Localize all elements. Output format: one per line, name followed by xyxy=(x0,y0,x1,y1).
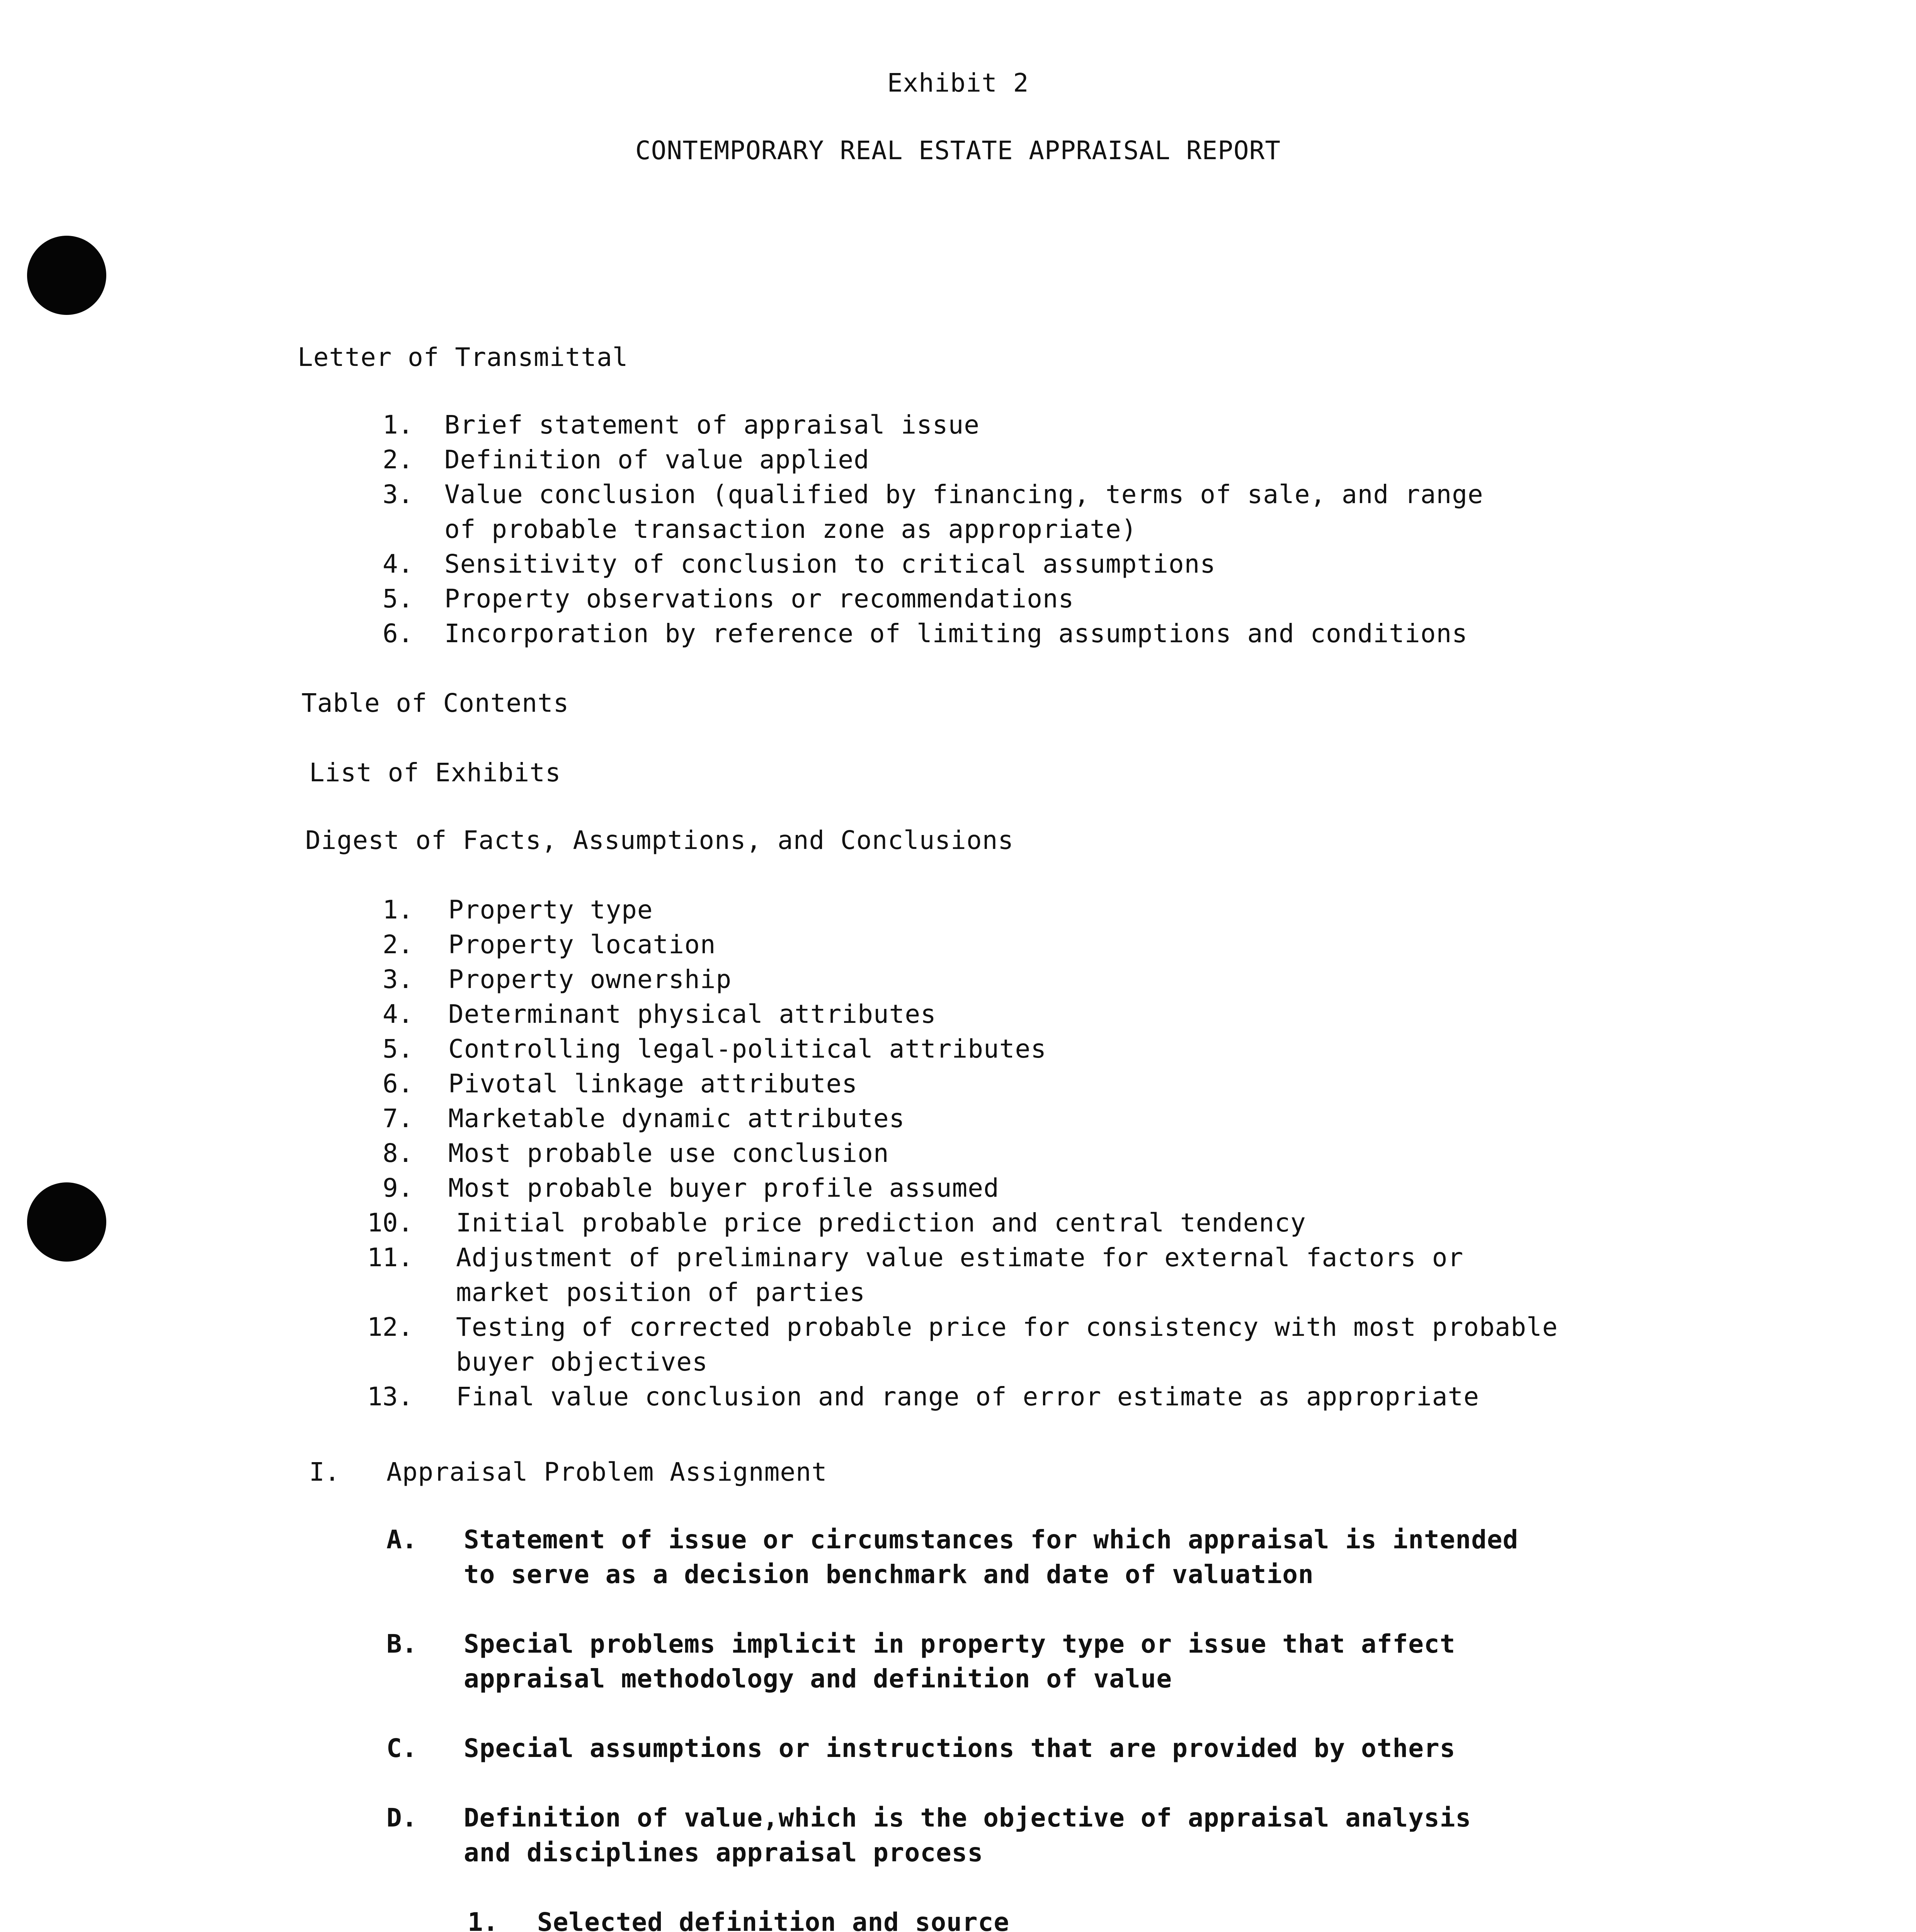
item-text: Pivotal linkage attributes xyxy=(448,1069,858,1099)
item-number: 4. xyxy=(383,999,413,1029)
item-text: Controlling legal-political attributes xyxy=(448,1034,1046,1064)
item-text: Sensitivity of conclusion to critical assumptions xyxy=(444,549,1216,579)
item-letter: C. xyxy=(386,1733,417,1763)
item-text: Value conclusion (qualified by financing, terms of sale, and range xyxy=(444,480,1484,509)
section-number: I. xyxy=(309,1457,340,1487)
item-text: Most probable buyer profile assumed xyxy=(448,1173,999,1203)
item-text-continued: appraisal methodology and definition of value xyxy=(464,1664,1172,1694)
item-text-continued: and disciplines appraisal process xyxy=(464,1838,984,1867)
item-text: Definition of value,which is the objective of appraisal analysis xyxy=(464,1803,1472,1833)
item-text: Special assumptions or instructions that are provided by others xyxy=(464,1733,1456,1763)
item-number: 12. xyxy=(367,1312,413,1342)
item-number: 5. xyxy=(383,1034,413,1064)
item-number: 10. xyxy=(367,1208,413,1238)
exhibit-label: Exhibit 2 xyxy=(887,68,1029,98)
item-number: 11. xyxy=(367,1243,413,1272)
item-text: Determinant physical attributes xyxy=(448,999,936,1029)
item-text: Property observations or recommendations xyxy=(444,584,1074,614)
binder-hole-middle xyxy=(27,1182,106,1262)
item-number: 3. xyxy=(383,964,413,994)
item-number: 7. xyxy=(383,1104,413,1133)
letter-heading: Letter of Transmittal xyxy=(298,342,628,372)
item-text: Definition of value applied xyxy=(444,445,870,474)
item-text: Adjustment of preliminary value estimate for external factors or xyxy=(456,1243,1464,1272)
item-text-continued: to serve as a decision benchmark and date of valuation xyxy=(464,1560,1314,1589)
item-text: Property ownership xyxy=(448,964,732,994)
item-number: 2. xyxy=(383,445,413,474)
item-text-continued: of probable transaction zone as appropriate) xyxy=(444,514,1137,544)
item-letter: A. xyxy=(386,1525,417,1554)
item-text: Property location xyxy=(448,930,716,959)
item-number: 2. xyxy=(383,930,413,959)
toc-heading: Table of Contents xyxy=(301,688,569,718)
item-text-continued: market position of parties xyxy=(456,1277,866,1307)
subitem-text: Selected definition and source xyxy=(537,1907,1010,1932)
item-number: 13. xyxy=(367,1382,413,1412)
item-letter: B. xyxy=(386,1629,417,1659)
item-text: Final value conclusion and range of error estimate as appropriate xyxy=(456,1382,1479,1412)
subitem-number: 1. xyxy=(468,1907,499,1932)
item-text: Testing of corrected probable price for consistency with most probable xyxy=(456,1312,1558,1342)
item-text: Most probable use conclusion xyxy=(448,1138,889,1168)
item-number: 8. xyxy=(383,1138,413,1168)
item-text: Property type xyxy=(448,895,653,925)
item-text: Initial probable price prediction and central tendency xyxy=(456,1208,1306,1238)
item-number: 9. xyxy=(383,1173,413,1203)
item-text: Brief statement of appraisal issue xyxy=(444,410,980,440)
item-number: 1. xyxy=(383,410,413,440)
digest-heading: Digest of Facts, Assumptions, and Conclusions xyxy=(305,825,1014,855)
item-number: 3. xyxy=(383,480,413,509)
item-text: Marketable dynamic attributes xyxy=(448,1104,905,1133)
binder-hole-top xyxy=(27,236,106,315)
item-number: 1. xyxy=(383,895,413,925)
item-number: 4. xyxy=(383,549,413,579)
section-heading: Appraisal Problem Assignment xyxy=(386,1457,827,1487)
item-text: Statement of issue or circumstances for which appraisal is intended xyxy=(464,1525,1519,1554)
item-letter: D. xyxy=(386,1803,417,1833)
item-text: Special problems implicit in property type or issue that affect xyxy=(464,1629,1456,1659)
item-number: 6. xyxy=(383,619,413,648)
exhibits-heading: List of Exhibits xyxy=(309,758,561,787)
item-text: Incorporation by reference of limiting assumptions and conditions xyxy=(444,619,1468,648)
item-number: 6. xyxy=(383,1069,413,1099)
item-number: 5. xyxy=(383,584,413,614)
report-title: CONTEMPORARY REAL ESTATE APPRAISAL REPORT xyxy=(635,136,1281,165)
item-text-continued: buyer objectives xyxy=(456,1347,708,1377)
